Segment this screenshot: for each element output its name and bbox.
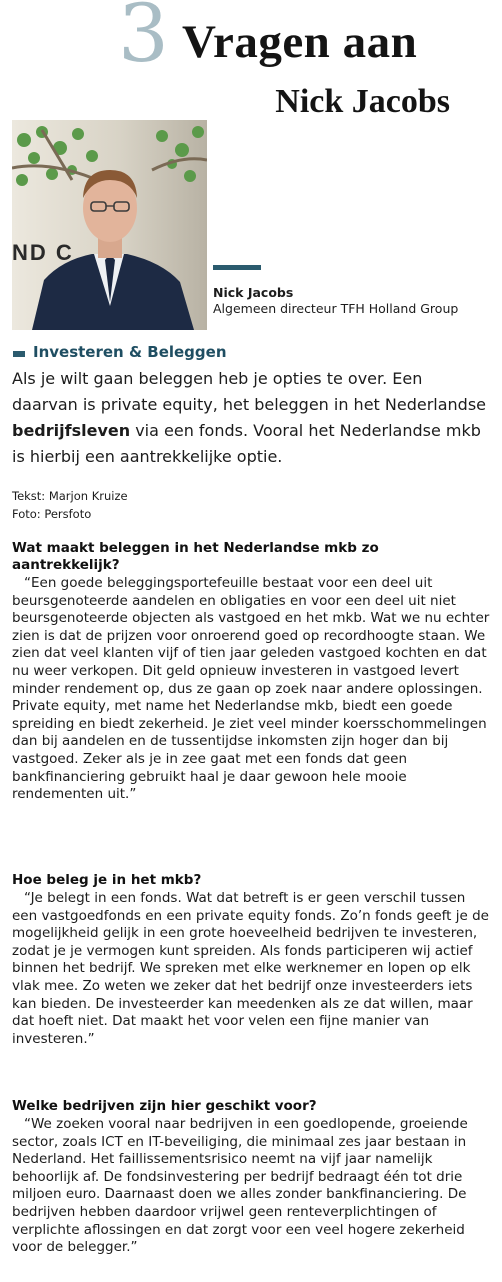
- answer-1: “Een goede beleggingsportefeuille bestaat voor een deel uit beursgenoteerde aandelen en obligaties en voor een deel uit niet beursgenoteerde objecten als vastgoed en het mkb. Wat we nu echter zien is dat de prijzen voor onroerend goed op recordhoogte staan. We zien dat veel klanten vijf of tien jaar geleden vastgoed kochten en dat nu weer verkopen. Dit geld opnieuw investeren in vastgoed levert minder rendement op, dus ze gaan op zoek naar andere oplossingen. Private equity, met name het Nederlandse mkb, biedt een goede spreiding en biedt zekerheid. Je ziet veel minder koersschommelingen dan bij aandelen en de tussentijdse inkomsten zijn hoger dan bij vastgoed. Zeker als je in zee gaat met een fonds dat geen bankfinanciering gebruikt haal je daar gewoon hele mooie rendementen uit.”: [12, 575, 490, 803]
- question-3: Welke bedrijven zijn hier geschikt voor?: [12, 1098, 317, 1114]
- credit-text: Tekst: Marjon Kruize: [12, 489, 128, 503]
- intro-text-1: Als je wilt gaan beleggen heb je opties te over. Een daarvan is private equity, het beleggen in het Nederlandse: [12, 369, 487, 414]
- qa-block-1: [12, 540, 490, 804]
- credits: [12, 487, 128, 523]
- qa-block-2: [12, 872, 490, 1048]
- page-title: Vragen aan: [182, 16, 418, 68]
- section-marker: [13, 351, 25, 357]
- intro-paragraph: [12, 366, 490, 470]
- qa-block-3: [12, 1098, 490, 1257]
- section-title: Investeren & Beleggen: [33, 343, 227, 361]
- person-figure: [12, 120, 207, 330]
- intro-text-2: via een fonds. Vooral het Nederlandse mkb is hierbij een aantrekkelijke optie.: [12, 421, 481, 466]
- answer-2: “Je belegt in een fonds. Wat dat betreft is er geen verschil tussen een vastgoedfonds en een private equity fonds. Zo’n fonds geeft je de mogelijkheid gelijk in een grote hoeveelheid bedrijven te investeren, zodat je je vermogen kunt spreiden. Als fonds participeren wij actief binnen het bedrijf. We spreken met elke werknemer en lopen op elk vlak mee. Zo weten we zeker dat het bedrijf onze investeerders iets kan bieden. De investeerder kan meedenken als ze dat willen, maar dat hoeft niet. Dat maakt het voor velen een fijne manier van investeren.”: [12, 890, 489, 1047]
- caption-accent-bar: [213, 265, 261, 270]
- caption-role: Algemeen directeur TFH Holland Group: [213, 301, 459, 316]
- caption-name: Nick Jacobs: [213, 285, 294, 300]
- intro-bold-term: bedrijfsleven: [12, 421, 131, 440]
- page-subtitle-name: Nick Jacobs: [275, 83, 450, 120]
- header-number: 3: [118, 0, 169, 80]
- credit-photo: Foto: Persfoto: [12, 507, 92, 521]
- answer-3: “We zoeken vooral naar bedrijven in een goedlopende, groeiende sector, zoals ICT en IT-beveiliging, die minimaal zes jaar bestaan in Nederland. Het faillissementsrisico neemt na vijf jaar namelijk behoorlijk af. De fondsinvestering per bedrijf bedraagt één tot drie miljoen euro. Daarnaast doen we alles zonder bankfinanciering. De bedrijven hebben daardoor vrijwel geen renteverplichtingen of verplichte aflossingen en dat zorgt voor een veel hogere zekerheid voor de belegger.”: [12, 1116, 468, 1256]
- question-1: Wat maakt beleggen in het Nederlandse mkb zo aantrekkelijk?: [12, 540, 379, 573]
- portrait-photo: [12, 120, 207, 330]
- question-2: Hoe beleg je in het mkb?: [12, 872, 202, 888]
- photo-wall-sign: ND C: [12, 240, 74, 265]
